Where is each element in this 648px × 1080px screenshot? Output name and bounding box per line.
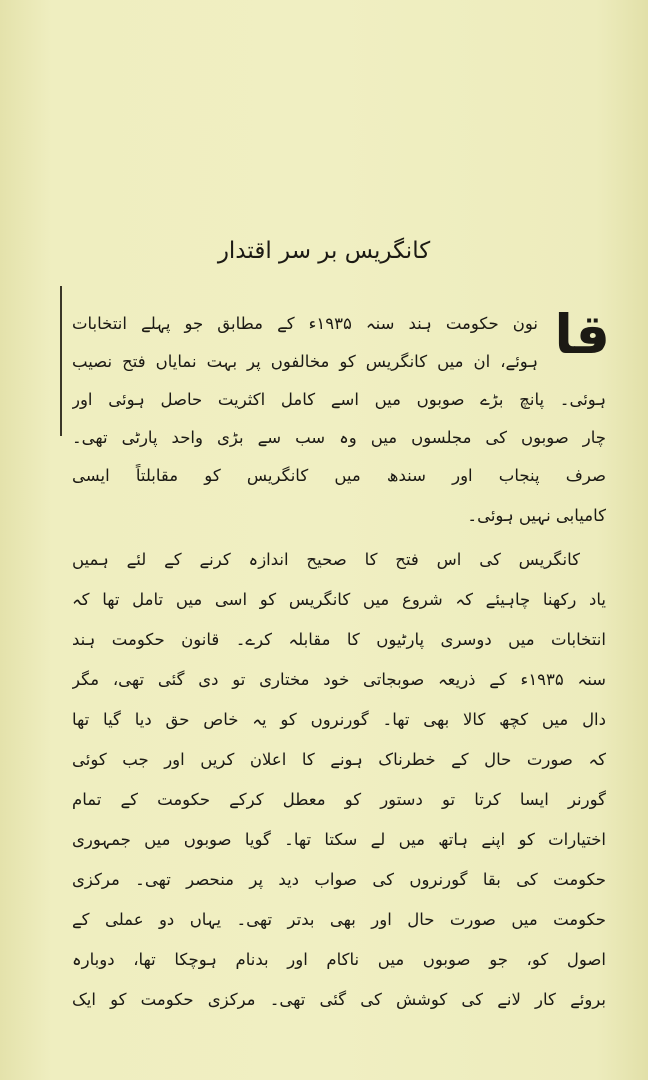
text-line: ہوئے، ان میں کانگریس کو مخالفوں پر بہت نمایاں فتح نصیب bbox=[72, 352, 538, 371]
margin-line bbox=[60, 286, 62, 436]
text-line: انتخابات میں دوسری پارٹیوں کا مقابلہ کرے۔ قانون حکومت ہند bbox=[72, 630, 606, 649]
text-line: دال میں کچھ کالا بھی تھا۔ گورنروں کو یہ خاص حق دیا گیا تھا bbox=[72, 710, 606, 729]
text-line: کانگریس کی اس فتح کا صحیح اندازہ کرنے کے لئے ہمیں bbox=[72, 550, 580, 569]
text-line: صرف پنجاب اور سندھ میں کانگریس کو مقابلتاً ایسی bbox=[72, 466, 606, 485]
text-line: چار صوبوں کی مجلسوں میں وہ سب سے بڑی واحد پارٹی تھی۔ bbox=[72, 428, 606, 447]
text-line: حکومت میں صورت حال اور بھی بدتر تھی۔ یہاں دو عملی کے bbox=[72, 910, 606, 929]
text-line: یاد رکھنا چاہیئے کہ شروع میں کانگریس کو اسی میں تامل تھا کہ bbox=[72, 590, 606, 609]
text-line: بروئے کار لانے کی کوشش کی گئی تھی۔ مرکزی حکومت کو ایک bbox=[72, 990, 606, 1009]
text-line: گورنر ایسا کرتا تو دستور کو معطل کرکے حکومت کے تمام bbox=[72, 790, 606, 809]
text-line: ہوئی۔ پانچ بڑے صوبوں میں اسے کامل اکثریت حاصل ہوئی اور bbox=[72, 390, 606, 409]
chapter-title: کانگریس بر سر اقتدار bbox=[217, 238, 431, 264]
drop-cap: قا bbox=[554, 303, 610, 366]
text-line: سنہ ۱۹۳۵ء کے ذریعہ صوبجاتی خود مختاری تو دی گئی تھی، مگر bbox=[72, 670, 606, 689]
text-line: حکومت کی بقا گورنروں کی صواب دید پر منحصر تھی۔ مرکزی bbox=[72, 870, 606, 889]
text-line: کامیابی نہیں ہوئی۔ bbox=[467, 506, 606, 525]
text-line: اصول کو، جو صوبوں میں ناکام اور بدنام ہوچکا تھا، دوبارہ bbox=[72, 950, 606, 969]
text-line: اختیارات کو اپنے ہاتھ میں لے سکتا تھا۔ گویا صوبوں میں جمہوری bbox=[72, 830, 606, 849]
text-line: نون حکومت ہند سنہ ۱۹۳۵ء کے مطابق جو پہلے انتخابات bbox=[72, 314, 538, 333]
text-line: کہ صورت حال کے خطرناک ہونے کا اعلان کریں اور جب کوئی bbox=[72, 750, 606, 769]
